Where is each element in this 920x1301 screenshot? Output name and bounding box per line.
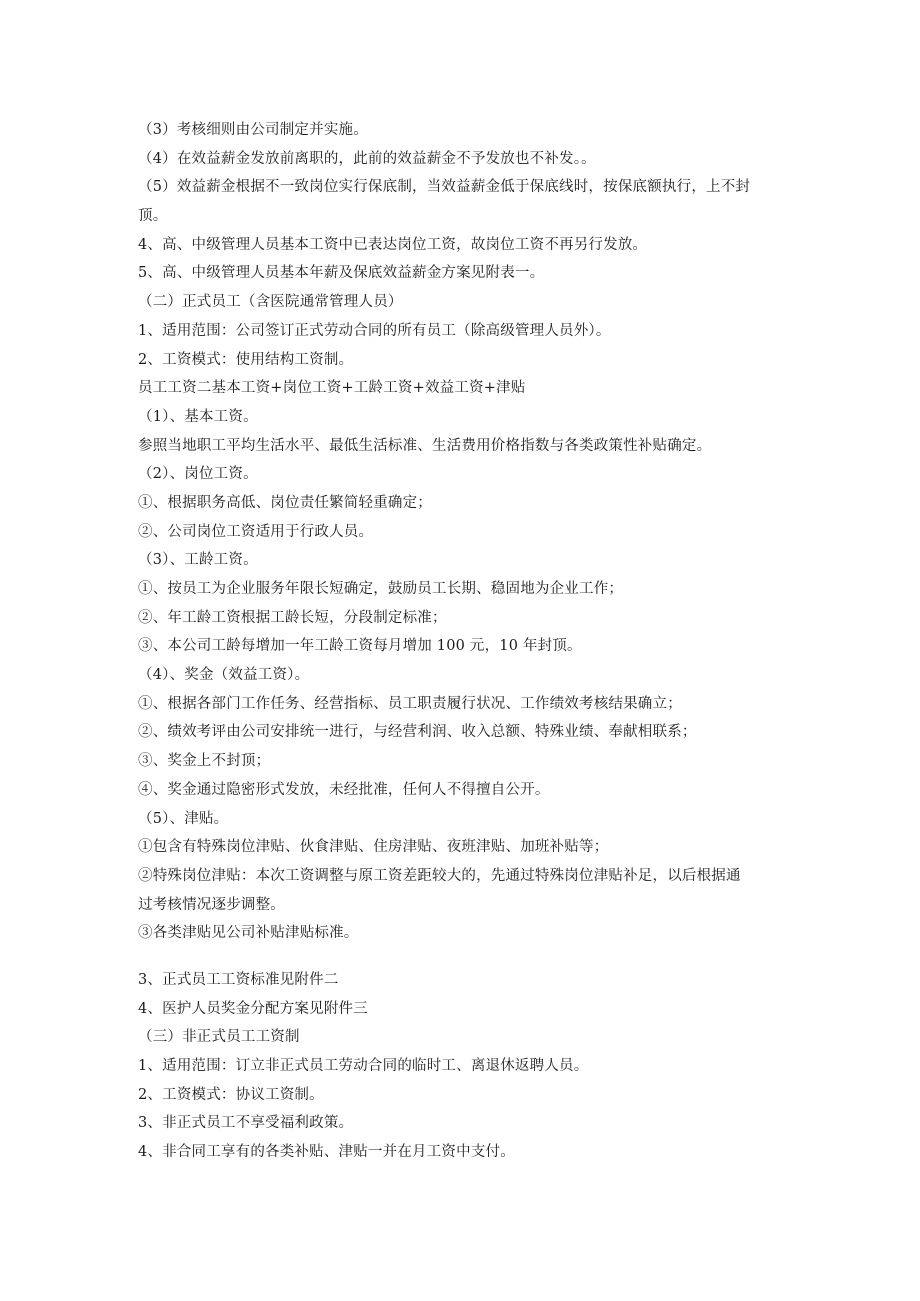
document-body [138, 116, 798, 1167]
text-line: ③、本公司工龄每增加一年工龄工资每月增加 100 元，10 年封顶。 [138, 638, 582, 655]
text-line: 4、高、中级管理人员基本工资中已表达岗位工资，故岗位工资不再另行发放。 [138, 236, 648, 253]
text-section-2 [138, 966, 798, 1167]
text-line: ①包含有特殊岗位津贴、伙食津贴、住房津贴、夜班津贴、加班补贴等； [138, 839, 609, 856]
text-line: 2、工资模式：协议工资制。 [138, 1086, 324, 1103]
text-line: （二）正式员工（含医院通常管理人员） [138, 294, 403, 311]
text-line: （3）考核细则由公司制定并实施。 [138, 122, 368, 138]
text-line: 4、非合同工享有的各类补贴、津贴一并在月工资中支付。 [138, 1144, 515, 1161]
text-line: 1、适用范围：订立非正式员工劳动合同的临时工、离退休返聘人员。 [138, 1058, 589, 1074]
text-section-1 [138, 116, 798, 948]
text-line: （1）、基本工资。 [138, 408, 258, 425]
text-line: ③各类津贴见公司补贴津贴标准。 [138, 925, 359, 942]
text-line: （5）、津贴。 [138, 810, 229, 827]
text-line: 3、正式员工工资标准见附件二 [138, 971, 339, 988]
text-line: 4、医护人员奖金分配方案见附件三 [138, 1000, 368, 1017]
paragraph-gap [138, 948, 798, 966]
text-line: 员工工资二基本工资+岗位工资+工龄工资+效益工资+津贴 [138, 380, 526, 397]
text-line: 1、适用范围：公司签订正式劳动合同的所有员工（除高级管理人员外）。 [138, 322, 611, 339]
text-line: 参照当地职工平均生活水平、最低生活标准、生活费用价格指数与各类政策性补贴确定。 [138, 437, 712, 454]
text-line: ①、根据职务高低、岗位责任繁简轻重确定； [138, 494, 432, 511]
text-line: 5、高、中级管理人员基本年薪及保底效益薪金方案见附表一。 [138, 265, 545, 282]
text-line: ④、奖金通过隐密形式发放，未经批准，任何人不得擅自公开。 [138, 781, 550, 798]
text-line: ②特殊岗位津贴：本次工资调整与原工资差距较大的，先通过特殊岗位津贴补足，以后根据通 [138, 867, 741, 884]
text-line: 2、工资模式：使用结构工资制。 [138, 351, 354, 368]
text-line: （2）、岗位工资。 [138, 466, 258, 483]
text-line: （3）、工龄工资。 [138, 552, 258, 569]
text-line: ①、根据各部门工作任务、经营指标、员工职责履行状况、工作绩效考核结果确立； [138, 695, 682, 712]
text-line: 3、非正式员工不享受福利政策。 [138, 1115, 354, 1132]
text-line: 顶。 [138, 208, 168, 225]
text-line: ②、公司岗位工资适用于行政人员。 [138, 523, 374, 540]
text-line: （4）、奖金（效益工资）。 [138, 667, 310, 684]
text-line: ①、按员工为企业服务年限长短确定，鼓励员工长期、稳固地为企业工作； [138, 581, 624, 597]
text-line: ③、奖金上不封顶； [138, 753, 271, 770]
text-line: ②、绩效考评由公司安排统一进行，与经营利润、收入总额、特殊业绩、奉献相联系； [138, 724, 697, 741]
text-line: ②、年工龄工资根据工龄长短，分段制定标准； [138, 609, 447, 626]
text-line: （4）在效益薪金发放前离职的，此前的效益薪金不予发放也不补发。。 [138, 150, 596, 167]
text-line: （5）效益薪金根据不一致岗位实行保底制，当效益薪金低于保底线时，按保底额执行，上不封 [138, 179, 751, 196]
text-line: （三）非正式员工工资制 [138, 1029, 300, 1046]
text-line: 过考核情况逐步调整。 [138, 896, 285, 913]
